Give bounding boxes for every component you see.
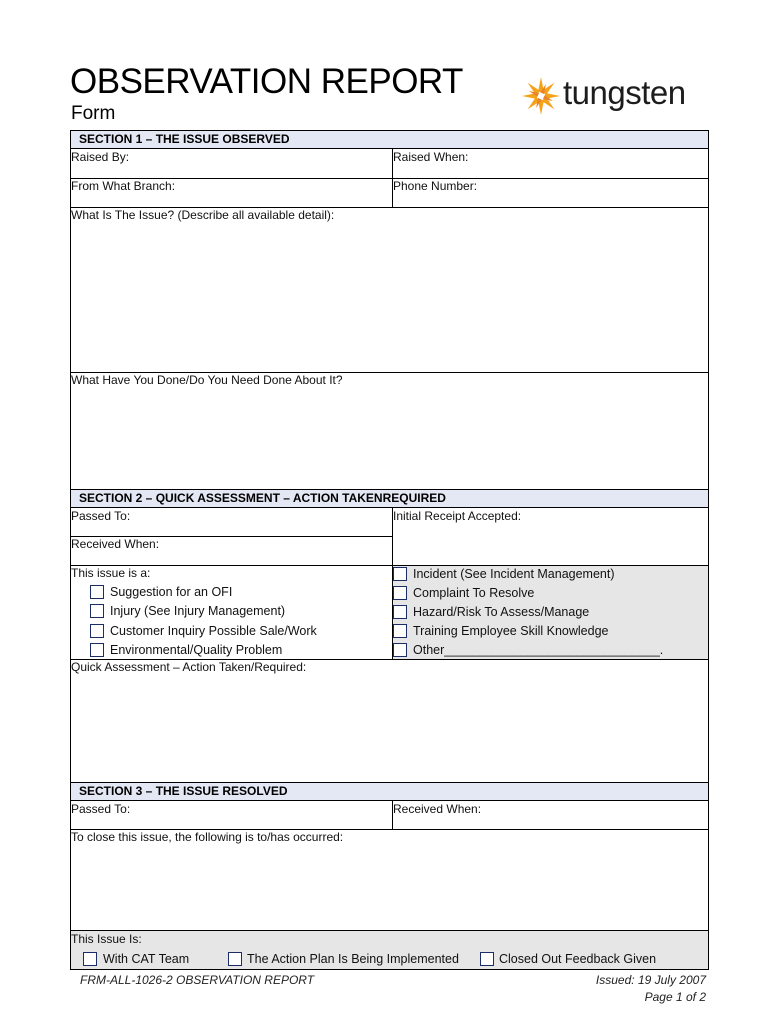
raised-when-field[interactable]: Raised When:: [393, 150, 469, 164]
page-subtitle: Form: [71, 103, 116, 124]
issue-description-field[interactable]: What Is The Issue? (Describe all available detail):: [71, 208, 335, 222]
initial-receipt-field[interactable]: Initial Receipt Accepted:: [393, 509, 522, 523]
section2-heading: SECTION 2 – QUICK ASSESSMENT – ACTION TAKENREQUIRED: [70, 489, 709, 508]
issue-status-label: This Issue Is:: [71, 932, 142, 946]
form-border: [70, 130, 709, 970]
option-label: Complaint To Resolve: [413, 586, 535, 600]
passed-to-field[interactable]: Passed To:: [71, 509, 131, 523]
option-label: The Action Plan Is Being Implemented: [247, 952, 459, 966]
option-label: Customer Inquiry Possible Sale/Work: [110, 624, 317, 638]
checkbox-action-plan[interactable]: [228, 952, 242, 966]
option-label: Injury (See Injury Management): [110, 604, 286, 618]
option-label: Suggestion for an OFI: [110, 585, 233, 599]
option-label: Incident (See Incident Management): [413, 567, 615, 581]
page-title: OBSERVATION REPORT: [70, 62, 463, 101]
option-label: Environmental/Quality Problem: [110, 643, 283, 657]
checkbox-ofi-suggestion[interactable]: [90, 585, 104, 599]
option-label: With CAT Team: [103, 952, 190, 966]
option-label: Training Employee Skill Knowledge: [413, 624, 609, 638]
option-label: Hazard/Risk To Assess/Manage: [413, 605, 590, 619]
document-code: FRM-ALL-1026-2 OBSERVATION REPORT: [80, 973, 315, 987]
section1-heading: SECTION 1 – THE ISSUE OBSERVED: [70, 130, 709, 149]
checkbox-complaint[interactable]: [393, 586, 407, 600]
page-number: Page 1 of 2: [644, 990, 706, 1004]
close-issue-field[interactable]: To close this issue, the following is to/has occurred:: [71, 830, 344, 844]
divider: [70, 930, 709, 931]
quick-assessment-field[interactable]: Quick Assessment – Action Taken/Required:: [71, 660, 307, 674]
checkbox-hazard-risk[interactable]: [393, 605, 407, 619]
divider: [70, 565, 709, 566]
option-label: Closed Out Feedback Given: [499, 952, 657, 966]
raised-by-field[interactable]: Raised By:: [71, 150, 130, 164]
branch-field[interactable]: From What Branch:: [71, 179, 176, 193]
checkbox-other[interactable]: [393, 643, 407, 657]
checkbox-closed-out[interactable]: [480, 952, 494, 966]
checkbox-customer-inquiry[interactable]: [90, 624, 104, 638]
checkbox-training[interactable]: [393, 624, 407, 638]
starburst-logo-icon: [521, 76, 561, 116]
checkbox-incident[interactable]: [393, 567, 407, 581]
section3-heading: SECTION 3 – THE ISSUE RESOLVED: [70, 782, 709, 801]
company-logo: [521, 70, 711, 120]
checkbox-environmental-quality[interactable]: [90, 643, 104, 657]
option-label: Other_______________________________.: [413, 643, 664, 657]
logo-text: tungsten: [563, 74, 686, 111]
issued-date: Issued: 19 July 2007: [595, 973, 706, 987]
resolved-received-when-field[interactable]: Received When:: [393, 802, 482, 816]
phone-number-field[interactable]: Phone Number:: [393, 179, 478, 193]
action-done-field[interactable]: What Have You Done/Do You Need Done About It?: [71, 373, 343, 387]
resolved-passed-to-field[interactable]: Passed To:: [71, 802, 131, 816]
checkbox-with-cat-team[interactable]: [83, 952, 97, 966]
issue-type-label: This issue is a:: [71, 566, 151, 580]
received-when-field[interactable]: Received When:: [71, 537, 160, 551]
checkbox-injury[interactable]: [90, 604, 104, 618]
